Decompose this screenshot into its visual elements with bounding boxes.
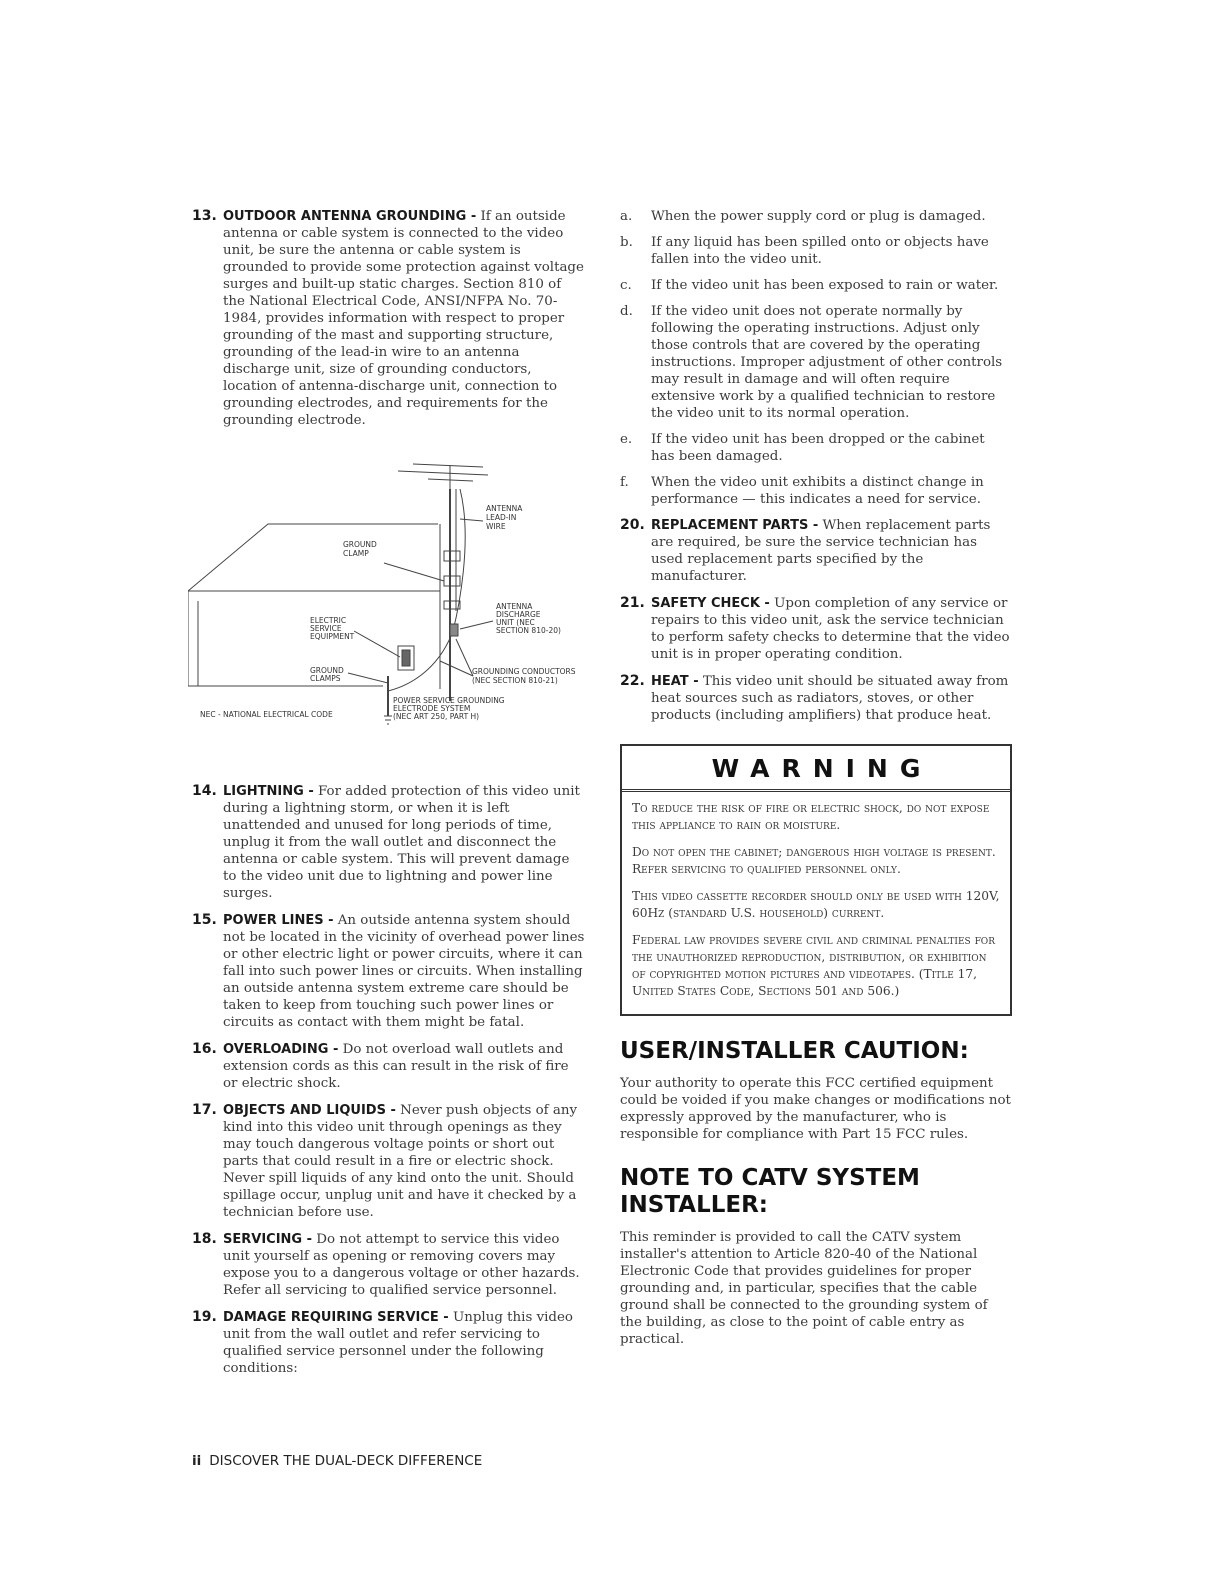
sub-item-label: c.: [620, 278, 632, 293]
warning-paragraph: This video cassette recorder should only be used with 120V, 60Hz (standard U.S. household) current.: [632, 889, 1000, 920]
item-number: 13.: [192, 208, 217, 224]
warning-paragraph: Federal law provides severe civil and criminal penalties for the unauthorized reproduction, distribution, or exhibition of copyrighted motion pictures and videotapes. (Title 17, United States Code, Sections 501 and 506.): [632, 933, 995, 998]
item-heading: POWER LINES -: [223, 913, 334, 928]
warning-box: [620, 744, 1012, 1016]
item-text: Unplug this video unit from the wall outlet and refer servicing to qualified service personnel under the following conditions:: [223, 1310, 573, 1376]
label-ground-clamp: GROUND CLAMP: [343, 540, 377, 558]
item-number: 14.: [192, 783, 217, 799]
item-18-servicing: [192, 1231, 587, 1299]
sub-item-label: a.: [620, 209, 633, 224]
warning-paragraph: Do not open the cabinet; dangerous high voltage is present. Refer servicing to qualified personnel only.: [632, 845, 996, 876]
warning-body: [622, 792, 1010, 1014]
sub-item-label: b.: [620, 235, 633, 250]
left-column: [192, 208, 587, 1387]
item-text: Do not attempt to service this video unit yourself as opening or removing covers may expose you to a dangerous voltage or other hazards. Refer all servicing to qualified service personnel.: [223, 1232, 580, 1298]
sub-item-text: If the video unit does not operate normally by following the operating instructions. Adjust only those controls that are covered by the operating instructions. Improper adjustment of other controls may result in damage and will often require extensive work by a qualified technician to restore the video unit to its normal operation.: [651, 304, 1003, 421]
catv-title-line1: NOTE TO CATV SYSTEM: [620, 1165, 920, 1191]
sub-item-c: [620, 277, 1012, 294]
item-number: 22.: [620, 673, 645, 689]
sub-item-text: If any liquid has been spilled onto or objects have fallen into the video unit.: [651, 235, 989, 267]
item-heading: REPLACEMENT PARTS -: [651, 518, 819, 533]
item-number: 16.: [192, 1041, 217, 1057]
sub-item-text: If the video unit has been dropped or the cabinet has been damaged.: [651, 432, 985, 464]
item-heading: OBJECTS AND LIQUIDS -: [223, 1103, 396, 1118]
item-19-damage-requiring-service: [192, 1309, 587, 1377]
catv-title: [620, 1165, 1012, 1219]
label-discharge-unit: ANTENNA DISCHARGE UNIT (NEC SECTION 810-20): [496, 602, 561, 635]
item-17-objects-and-liquids: [192, 1102, 587, 1221]
antenna-grounding-diagram: [188, 461, 583, 761]
item-text: When replacement parts are required, be sure the service technician has used replacement parts specified by the manufacturer.: [651, 518, 991, 584]
item-heading: SAFETY CHECK -: [651, 596, 770, 611]
item-text: For added protection of this video unit during a lightning storm, or when it is left unattended and unused for long periods of time, unplug it from the wall outlet and disconnect the antenna or cable system. This will prevent damage to the video unit due to lightning and power line surges.: [223, 784, 580, 901]
item-number: 15.: [192, 912, 217, 928]
item-text: Never push objects of any kind into this video unit through openings as they may touch dangerous voltage points or short out parts that could result in a fire or electric shock. Never spill liquids of any kind onto the unit. Should spillage occur, unplug unit and have it checked by a technician before use.: [223, 1103, 578, 1220]
item-14-lightning: [192, 783, 587, 902]
caution-text: Your authority to operate this FCC certified equipment could be voided if you make changes or modifications not expressly approved by the manufacturer, who is responsible for compliance with Part 15 FCC rules.: [620, 1076, 1011, 1142]
sub-item-label: d.: [620, 304, 633, 319]
sub-item-label: f.: [620, 475, 629, 490]
house-roof-left: [188, 524, 438, 591]
label-power-service-grounding: POWER SERVICE GROUNDING ELECTRODE SYSTEM (NEC ART 250, PART H): [393, 696, 505, 721]
catv-text: This reminder is provided to call the CATV system installer's attention to Article 820-40 of the National Electronic Code that provides guidelines for proper grounding and, in particular, specifies that the cable ground shall be connected to the grounding system of the building, as close to the point of cable entry as practical.: [620, 1230, 988, 1347]
footer-text: DISCOVER THE DUAL-DECK DIFFERENCE: [209, 1453, 483, 1469]
sub-item-label: e.: [620, 432, 633, 447]
item-text: This video unit should be situated away from heat sources such as radiators, stoves, or other products (including amplifiers) that produce heat.: [651, 674, 1009, 723]
item-heading: DAMAGE REQUIRING SERVICE -: [223, 1310, 449, 1325]
sub-item-e: [620, 431, 1012, 465]
item-number: 17.: [192, 1102, 217, 1118]
sub-item-a: [620, 208, 1012, 225]
label-antenna-lead-in: ANTENNA LEAD-IN WIRE: [486, 504, 523, 531]
item-heading: LIGHTNING -: [223, 784, 314, 799]
item-text: If an outside antenna or cable system is connected to the video unit, be sure the antenna or cable system is grounded to provide some protection against voltage surges and built-up static charges. Section 810 of the National Electrical Code, ANSI/NFPA No. 70-1984, provides information with respect to proper grounding of the mast and supporting structure, grounding of the lead-in wire to an antenna discharge unit, size of grounding conductors, location of antenna-discharge unit, connection to grounding electrodes, and requirements for the grounding electrode.: [223, 209, 584, 428]
item-heading: HEAT -: [651, 674, 699, 689]
item-15-power-lines: [192, 912, 587, 1031]
item-number: 20.: [620, 517, 645, 533]
sub-item-text: When the video unit exhibits a distinct change in performance — this indicates a need for service.: [651, 475, 984, 507]
item-number: 18.: [192, 1231, 217, 1247]
item-heading: OUTDOOR ANTENNA GROUNDING -: [223, 209, 477, 224]
warning-title: WARNING: [622, 746, 1010, 792]
sub-item-text: If the video unit has been exposed to rain or water.: [651, 278, 999, 293]
item-22-heat: [620, 673, 1012, 724]
sub-item-d: [620, 303, 1012, 422]
sub-item-text: When the power supply cord or plug is damaged.: [651, 209, 986, 224]
item-20-replacement-parts: [620, 517, 1012, 585]
sub-item-f: [620, 474, 1012, 508]
item-16-overloading: [192, 1041, 587, 1092]
label-nec-note: NEC - NATIONAL ELECTRICAL CODE: [200, 710, 333, 719]
sub-item-b: [620, 234, 1012, 268]
item-21-safety-check: [620, 595, 1012, 663]
item-text: Do not overload wall outlets and extension cords as this can result in the risk of fire or electric shock.: [223, 1042, 569, 1091]
label-electric-service: ELECTRIC SERVICE EQUIPMENT: [310, 616, 355, 641]
warning-paragraph: To reduce the risk of fire or electric shock, do not expose this appliance to rain or moisture.: [632, 801, 990, 832]
page-number: ii: [192, 1453, 202, 1469]
item-text: An outside antenna system should not be located in the vicinity of overhead power lines or other electric light or power circuits, where it can fall into such power lines or circuits. When installing an outside antenna system extreme care should be taken to keep from touching such power lines or circuits as contact with them might be fatal.: [223, 913, 585, 1030]
label-grounding-conductors: GROUNDING CONDUCTORS (NEC SECTION 810-21): [472, 667, 576, 685]
item-heading: OVERLOADING -: [223, 1042, 339, 1057]
caution-title: USER/INSTALLER CAUTION:: [620, 1038, 969, 1064]
item-number: 21.: [620, 595, 645, 611]
label-ground-clamps: GROUND CLAMPS: [310, 666, 344, 683]
catv-title-line2: INSTALLER:: [620, 1192, 769, 1218]
item-heading: SERVICING -: [223, 1232, 313, 1247]
item-13-outdoor-antenna-grounding: [192, 208, 587, 429]
item-text: Upon completion of any service or repairs to this video unit, ask the service technician to perform safety checks to determine that the video unit is in proper operating condition.: [651, 596, 1010, 662]
page-footer: [192, 1453, 482, 1469]
item-number: 19.: [192, 1309, 217, 1325]
right-column: [620, 208, 1012, 1348]
